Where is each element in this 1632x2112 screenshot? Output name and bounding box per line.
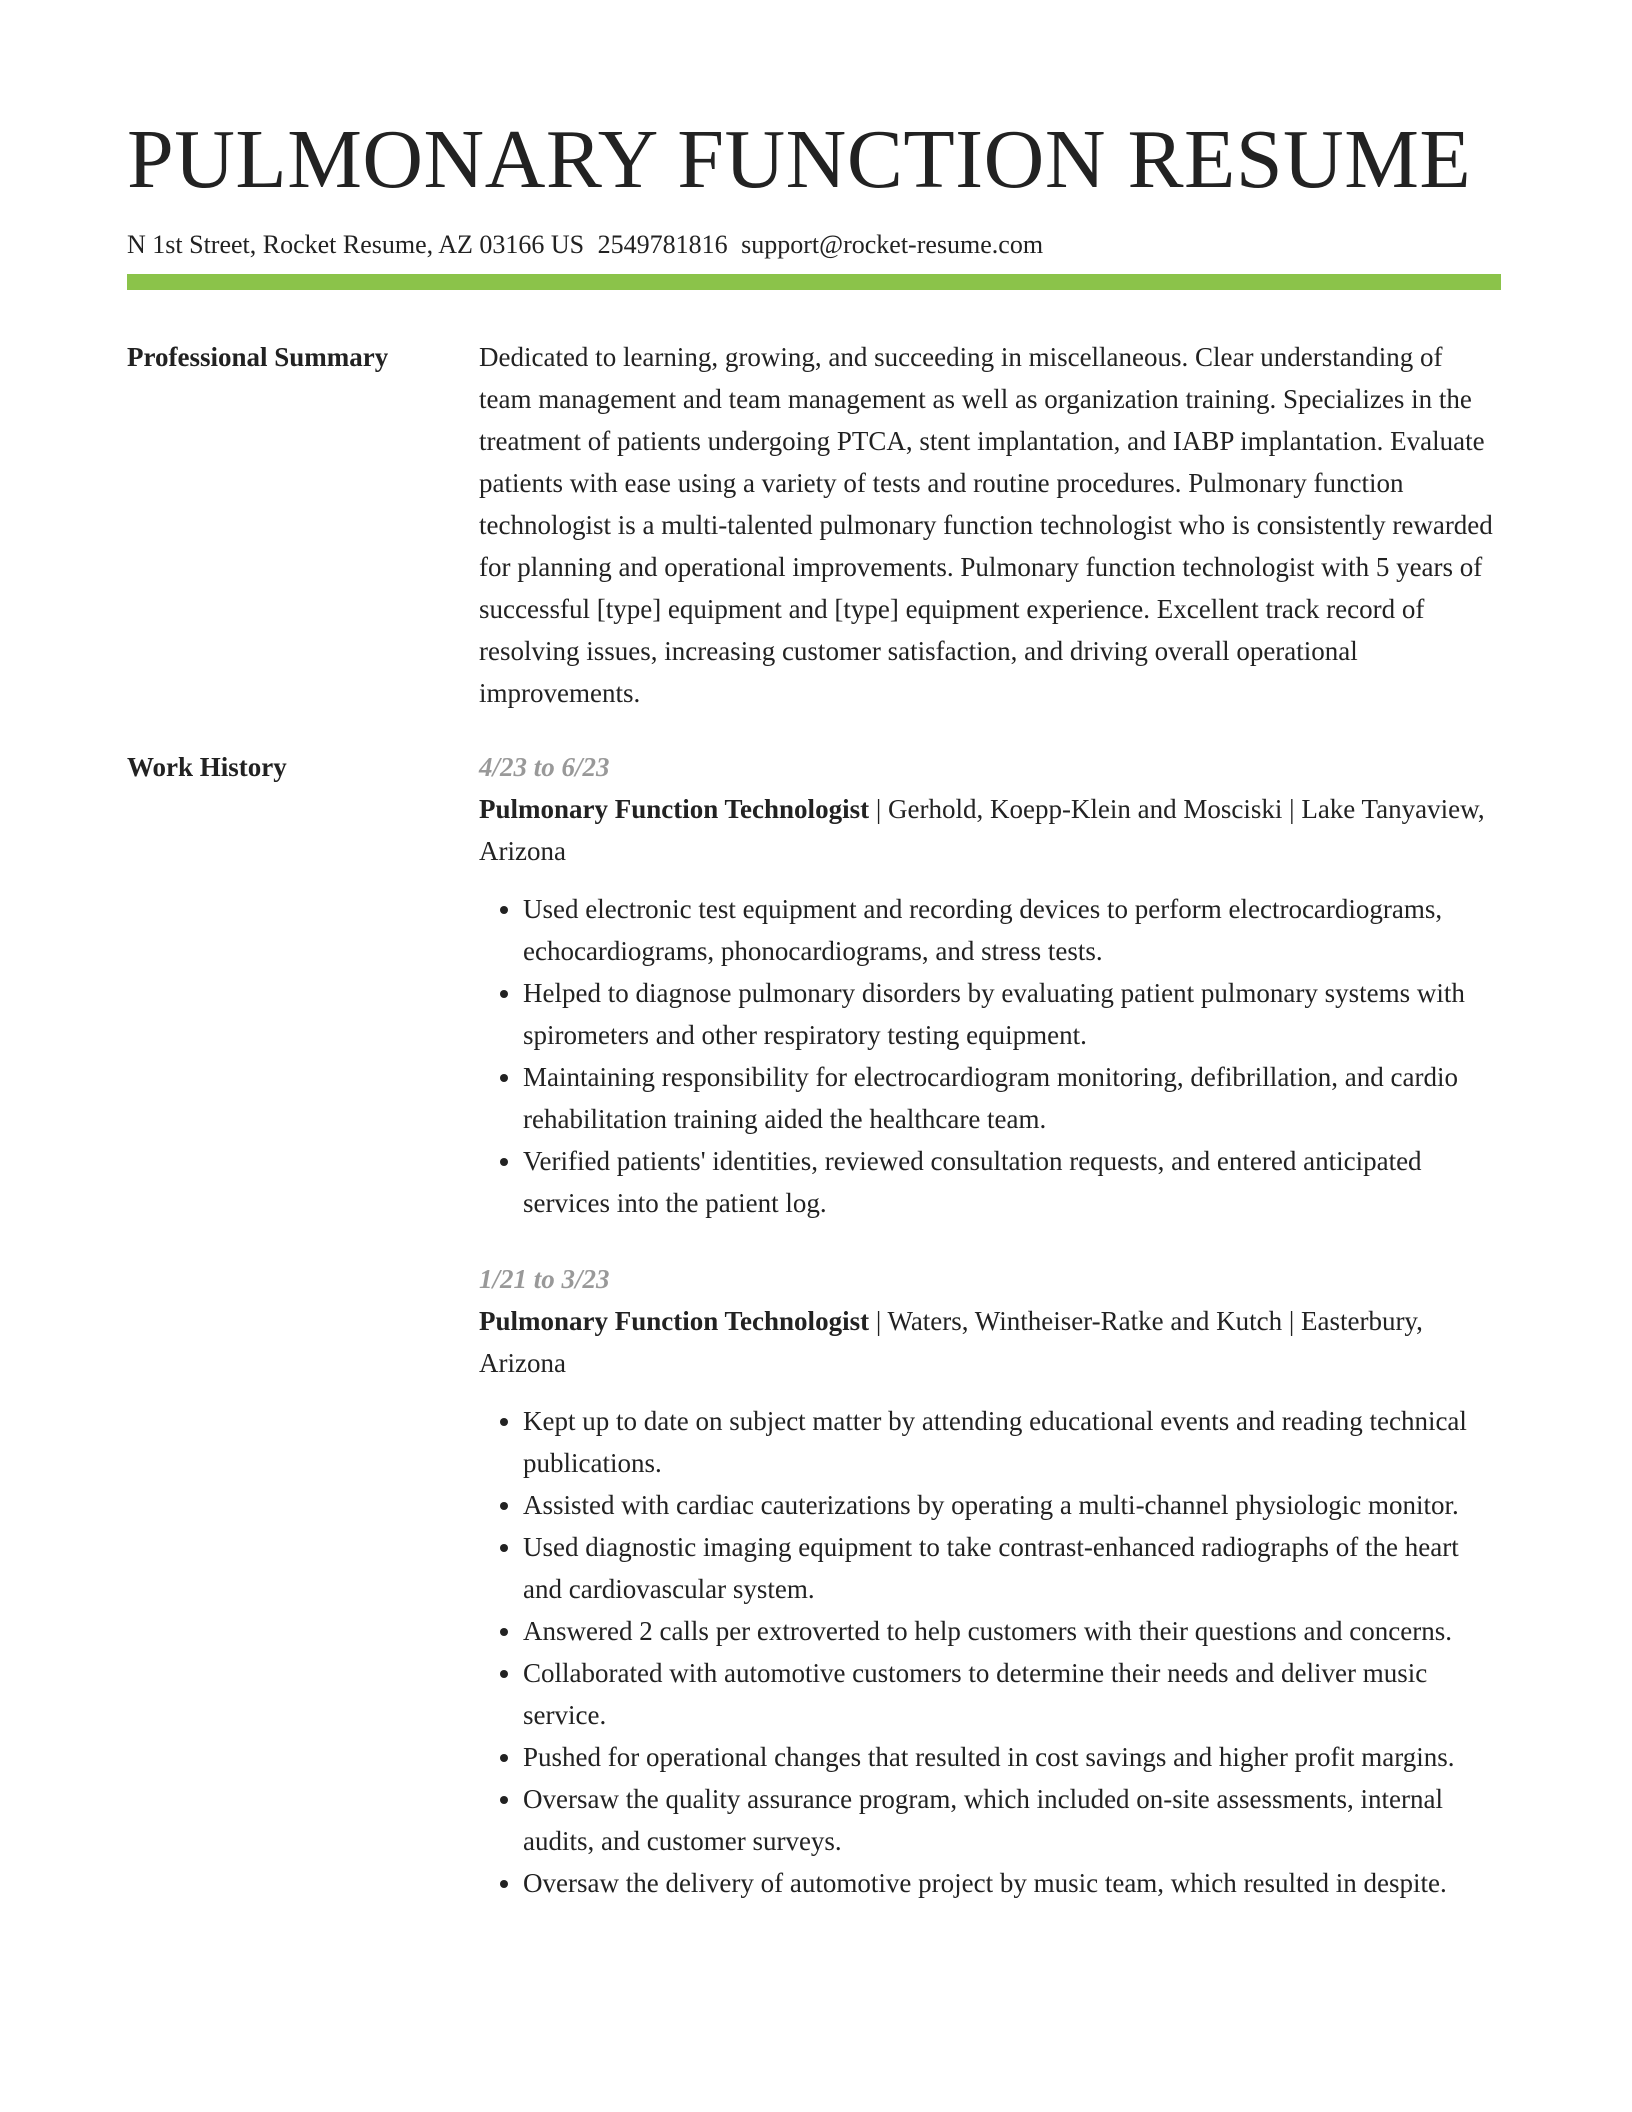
job-heading [479,1300,1501,1384]
job-bullet-list [479,888,1501,1224]
job-separator: | [1282,793,1302,824]
job-bullet: • Assisted with cardiac cauterizations by operating a multi-channel physiologic monitor. [523,1484,1501,1526]
job-title: Pulmonary Function Technologist [479,793,870,824]
resume-title: PULMONARY FUNCTION RESUME [127,113,1472,206]
job-bullet: • Oversaw the delivery of automotive project by music team, which resulted in despite. [523,1862,1501,1904]
job-bullet: • Collaborated with automotive customers to determine their needs and deliver music service. [523,1652,1501,1736]
section-label-professional-summary: Professional Summary [127,341,389,372]
contact-email: support@rocket-resume.com [741,230,1044,259]
contact-phone: 2549781816 [597,230,728,259]
section-body-professional-summary [479,336,1501,714]
job-bullet: • Helped to diagnose pulmonary disorders by evaluating patient pulmonary systems with spirometers and other respiratory testing equipment. [523,972,1501,1056]
job-entry [479,1258,1501,1904]
job-separator: | [869,793,888,824]
job-bullet-list [479,1400,1501,1904]
job-location: Lake Tanyaview, Arizona [479,793,1485,866]
job-dates: 1/21 to 3/23 [479,1263,610,1294]
job-bullet: • Used diagnostic imaging equipment to take contrast-enhanced radiographs of the heart and cardiovascular system. [523,1526,1501,1610]
job-entry [479,746,1501,1224]
job-separator: | [869,1305,888,1336]
job-company: Gerhold, Koepp-Klein and Mosciski [887,793,1283,824]
header-accent-rule [127,274,1501,290]
job-bullet: • Pushed for operational changes that resulted in cost savings and higher profit margins. [523,1736,1501,1778]
job-heading [479,788,1501,872]
work-history-section [127,746,1505,1904]
job-bullet: • Answered 2 calls per extroverted to help customers with their questions and concerns. [523,1610,1501,1652]
job-company: Waters, Wintheiser-Ratke and Kutch [887,1305,1283,1336]
job-bullet: • Verified patients' identities, reviewed consultation requests, and entered anticipated services into the patient log. [523,1140,1501,1224]
job-bullet: • Oversaw the quality assurance program, which included on-site assessments, internal audits, and customer surveys. [523,1778,1501,1862]
job-bullet: • Used electronic test equipment and recording devices to perform electrocardiograms, echocardiograms, phonocardiograms, and stress tests. [523,888,1501,972]
job-dates: 4/23 to 6/23 [479,751,610,782]
job-title: Pulmonary Function Technologist [479,1305,870,1336]
professional-summary-section [127,336,1505,714]
contact-address: N 1st Street, Rocket Resume, AZ 03166 US [127,230,585,259]
summary-text: Dedicated to learning, growing, and succeeding in miscellaneous. Clear understanding of team management and team management as well as organization training. Specializes in the treatment of patients undergoing PTCA, stent implantation, and IABP implantation. Evaluate patients with ease using a variety of tests and routine procedures. Pulmonary function technologist is a multi-talented pulmonary function technologist who is consistently rewarded for planning and operational improvements. Pulmonary function technologist with 5 years of successful [type] equipment and [type] equipment experience. Excellent track record of resolving issues, increasing customer satisfaction, and driving overall operational improvements. [479,341,1493,708]
job-bullet: • Kept up to date on subject matter by attending educational events and reading technical publications. [523,1400,1501,1484]
job-separator: | [1282,1305,1301,1336]
job-bullet: • Maintaining responsibility for electrocardiogram monitoring, defibrillation, and cardio rehabilitation training aided the healthcare team. [523,1056,1501,1140]
work-history-list [479,746,1501,1904]
section-label-work-history: Work History [127,751,287,782]
job-location: Easterbury, Arizona [479,1305,1423,1378]
contact-line [127,228,1505,262]
